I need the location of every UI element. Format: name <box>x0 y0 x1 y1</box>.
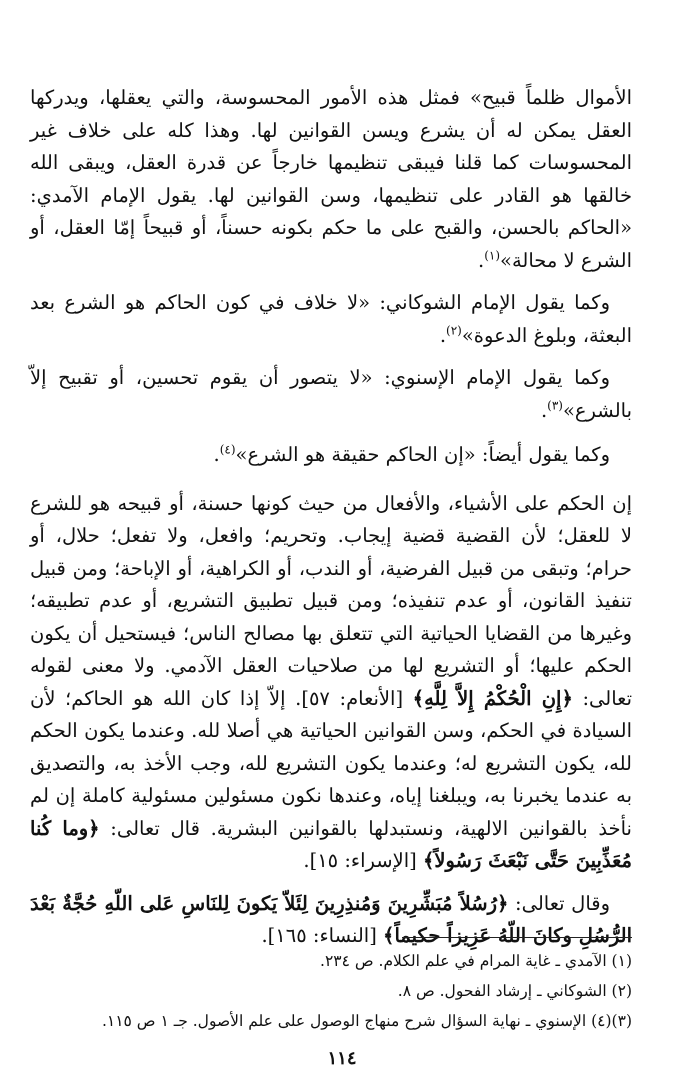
paragraph-4: وكما يقول أيضاً: «إن الحاكم حقيقة هو الشرع»$^{(٤)}$. <box>213 442 610 466</box>
main-text <box>30 82 632 953</box>
quran-verse: ﴿وما كُنا مُعَذِّبِينَ حَتَّى نَبْعَثَ رَسُولاً﴾ <box>30 816 632 872</box>
paragraph-1: الأموال ظلماً قبيح» فمثل هذه الأمور المحسوسة، والتي يعقلها، ويدركها العقل يمكن له أن يشرع ويسن القوانين لها. وهذا كله على خلاف غير المحسوسات كما قلنا فيبقى تنظيمها خارجاً عن قدرة العقل، ويبقى الله خالقها هو القادر على تنظيمها، وسن القوانين لها. يقول الإمام الآمدي: «الحاكم بالحسن، والقبح على ما حكم بكونه حسناً، أو قبيحاً إمّا العقل، أو الشرع لا محالة»$^{(١)}$. <box>30 86 632 272</box>
footnote-1: (١) الآمدي ـ غاية المرام في علم الكلام. ص ٢٣٤. <box>320 952 632 970</box>
quran-verse: ﴿رُسُلاً مُبَشِّرِينَ وَمُنذِرِينَ لِئَلاّ يَكونَ لِلنَاسِ عَلى اللّهِ حُجَّةٌ بَعْدَ الرُّسُلِ وكانَ اللّهُ عَزِيزاً حكيماً﴾ <box>30 891 632 947</box>
footnote-divider <box>402 937 632 938</box>
paragraph-5: إن الحكم على الأشياء، والأفعال من حيث كونها حسنة، أو قبيحه هو للشرع لا للعقل؛ لأن القضية قضية إيجاب. وتحريم؛ وافعل، ولا تفعل؛ حلال، أو حرام؛ وتبقى من قبيل الفرضية، أو الندب، أو الكراهية، أو الإباحة؛ ومن قبيل تنفيذ القانون، أو عدم تنفيذه؛ ومن قبيل تطبيق التشريع، أو عدم تطبيقه؛ وغيرها من القضايا الحياتية التي تتعلق بها مصالح الناس؛ فيستحيل أن يكون الحكم عليها؛ أو التشريع لها من صلاحيات العقل الآدمي. ولا معنى لقوله تعالى: ﴿إِنِ الْحُكْمُ إِلاَّ لِلَّهِ﴾ [الأنعام: ٥٧]. إلاّ إذا كان الله هو الحاكم؛ لأن السيادة في الحكم، وسن القوانين الحياتية هي أصلا لله. وعندما يكون الحكم لله، يكون التشريع له؛ وعندما يكون التشريع لله، وجب الأخذ به، والتصديق به عندما يخبرنا به، ويبلغنا إياه، وعندها نكون مسئولين مسئولية كاملة إن لم نأخذ بالقوانين الالهية، ونستبدلها بالقوانين البشرية. قال تعالى: ﴿وما كُنا مُعَذِّبِينَ حَتَّى نَبْعَثَ رَسُولاً﴾ [الإسراء: ١٥]. <box>30 491 633 872</box>
footnote-marker: (١) <box>484 248 501 262</box>
page-number: ١١٤ <box>327 1048 357 1069</box>
footnote-marker: (٢) <box>446 323 462 337</box>
footnote-marker: (٤) <box>219 442 236 457</box>
footnotes <box>30 946 632 1036</box>
quran-verse: ﴿إِنِ الْحُكْمُ إِلاَّ لِلَّهِ﴾ <box>412 686 573 710</box>
footnote-3: (٣)(٤) الإسنوي ـ نهاية السؤال شرح منهاج الوصول على علم الأصول. جـ ١ ص ١١٥. <box>101 1012 632 1030</box>
paragraph-6: وقال تعالى: ﴿رُسُلاً مُبَشِّرِينَ وَمُنذِرِينَ لِئَلاّ يَكونَ لِلنَاسِ عَلى اللّهِ حُجَّةٌ بَعْدَ الرُّسُلِ وكانَ اللّهُ عَزِيزاً حكيماً﴾ [النساء: ١٦٥]. <box>30 891 632 947</box>
footnote-marker: (٣) <box>547 398 563 412</box>
footnote-2: (٢) الشوكاني ـ إرشاد الفحول. ص ٨. <box>397 982 632 1000</box>
paragraph-3: وكما يقول الإمام الإسنوي: «لا يتصور أن يقوم تحسين، أو تقبيح إلاّ بالشرع»$^{(٣)}$. <box>30 366 632 422</box>
paragraph-2: وكما يقول الإمام الشوكاني: «لا خلاف في كون الحاكم هو الشرع بعد البعثة، وبلوغ الدعوة»$^{(٢)}$. <box>30 291 632 347</box>
